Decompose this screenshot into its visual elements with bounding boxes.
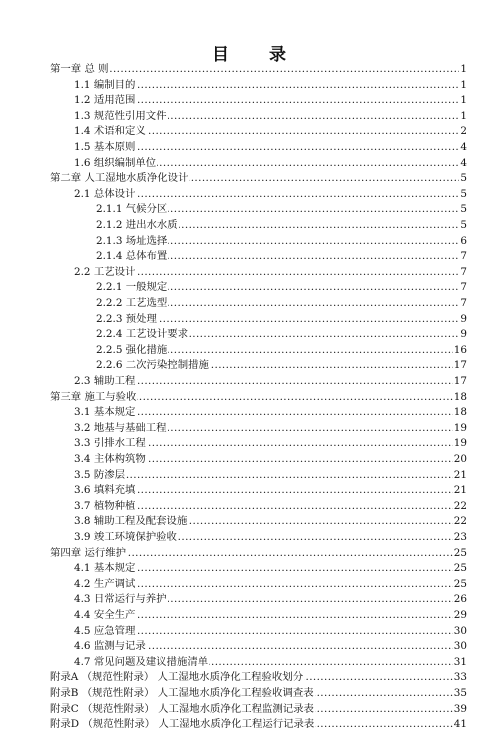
toc-entry[interactable] (0, 592, 500, 607)
toc-entry[interactable] (0, 468, 500, 483)
toc-entry-label: 1.1 编制目的 (74, 78, 136, 91)
toc-entry[interactable] (0, 312, 500, 327)
toc-entry-label: 第二章 人工湿地水质净化设计 (50, 172, 189, 185)
toc-entry[interactable] (0, 171, 500, 186)
toc-entry[interactable] (0, 202, 500, 217)
toc-entry-page: 17 (453, 375, 467, 387)
toc-entry-label: 附录A （规范性附录） 人工湿地水质净化工程验收划分 (50, 671, 304, 684)
toc-entry-label: 2.1.3 场址选择 (96, 234, 168, 247)
toc-leader-dots (74, 468, 467, 483)
toc-entry-page: 25 (453, 562, 467, 575)
toc-entry-label: 4.7 常见问题及建议措施清单 (74, 655, 209, 668)
toc-entry[interactable] (0, 62, 500, 77)
toc-entry-label: 4.2 生产调试 (74, 577, 136, 590)
toc-entry-page: 9 (460, 328, 467, 341)
toc-entry-label: 第三章 施工与验收 (50, 390, 137, 403)
toc-entry-label: 2.1.1 气候分区 (96, 203, 168, 216)
toc-entry[interactable] (0, 265, 500, 280)
toc-entry-label: 3.3 引排水工程 (74, 437, 146, 450)
toc-entry-label: 附录B （规范性附录） 人工湿地水质净化工程验收调查表 (50, 687, 314, 699)
toc-entry[interactable] (0, 296, 500, 311)
toc-entry-page: 35 (453, 687, 467, 699)
toc-entry-label: 2.1.4 总体布置 (96, 250, 168, 263)
toc-entry-label: 附录C （规范性附录） 人工湿地水质净化工程监测记录表 (50, 702, 314, 715)
toc-entry[interactable] (0, 499, 500, 514)
toc-entry[interactable] (0, 546, 500, 561)
toc-entry-page: 7 (460, 281, 467, 294)
toc-entry[interactable] (0, 655, 500, 670)
toc-entry-page: 25 (453, 577, 467, 590)
toc-entry-label: 2.2.5 强化措施 (96, 343, 168, 356)
toc-entry-page: 4 (460, 141, 467, 153)
toc-entry[interactable] (0, 374, 500, 389)
toc-entry-page: 39 (453, 702, 467, 715)
toc-entry-label: 1.3 规范性引用文件 (74, 109, 167, 122)
toc-entry[interactable] (0, 218, 500, 233)
toc-entry-label: 2.2.6 二次污染控制措施 (96, 359, 209, 372)
toc-entry[interactable] (0, 249, 500, 264)
toc-entry[interactable] (0, 187, 500, 202)
toc-entry-label: 2.2.3 预处理 (96, 312, 157, 325)
toc-entry-page: 5 (460, 172, 467, 185)
toc-entry-page: 31 (453, 655, 467, 668)
toc-entry[interactable] (0, 717, 500, 732)
toc-entry-label: 2.2.4 工艺设计要求 (96, 328, 189, 341)
toc-entry-label: 4.5 应急管理 (74, 624, 136, 637)
toc-entry-page: 20 (453, 453, 467, 465)
toc-entry-page: 1 (460, 109, 467, 122)
toc-entry[interactable] (0, 436, 500, 451)
toc-entry-page: 21 (453, 468, 467, 481)
toc-entry[interactable] (0, 670, 500, 685)
toc-entry-label: 4.1 基本规定 (74, 562, 136, 575)
toc-entry-label: 1.6 组织编制单位 (74, 156, 157, 169)
toc-entry-label: 1.2 适用范围 (74, 94, 136, 107)
toc-entry[interactable] (0, 93, 500, 108)
toc-entry-page: 41 (453, 718, 467, 731)
toc-entry-label: 3.1 基本规定 (74, 406, 136, 419)
toc-entry-page: 33 (453, 671, 467, 684)
toc-entry-label: 3.7 植物种植 (74, 499, 136, 512)
toc-entry-label: 第一章 总 则 (50, 63, 109, 75)
toc-entry-label: 4.4 安全生产 (74, 609, 136, 621)
toc-entry-page: 2 (460, 125, 467, 138)
toc-entry[interactable] (0, 78, 500, 93)
toc-entry-label: 3.2 地基与基础工程 (74, 421, 167, 434)
toc-entry-page: 4 (460, 156, 467, 169)
toc-entry-label: 3.4 主体构筑物 (74, 453, 146, 465)
toc-entry[interactable] (0, 280, 500, 295)
toc-entry-page: 5 (460, 219, 467, 231)
toc-entry-label: 4.3 日常运行与养护 (74, 593, 167, 606)
toc-entry[interactable] (0, 156, 500, 171)
toc-entry-page: 18 (453, 390, 467, 403)
toc-entry[interactable] (0, 639, 500, 654)
toc-entry-page: 16 (453, 343, 467, 356)
toc-entry-page: 23 (453, 531, 467, 543)
toc-entry[interactable] (0, 452, 500, 467)
toc-entry[interactable] (0, 530, 500, 545)
toc-entry-page: 7 (460, 265, 467, 278)
toc-entry-page: 18 (453, 406, 467, 419)
toc-entry[interactable] (0, 686, 500, 701)
toc-entry-page: 1 (460, 94, 467, 107)
toc-entry-page: 25 (453, 546, 467, 559)
toc-entry-page: 5 (460, 187, 467, 200)
toc-entry-page: 7 (460, 297, 467, 309)
toc-entry[interactable] (0, 327, 500, 342)
toc-entry-page: 7 (460, 250, 467, 263)
toc-entry-page: 1 (460, 78, 467, 91)
toc-entry-page: 26 (453, 593, 467, 606)
toc-entry[interactable] (0, 140, 500, 155)
toc-entry-page: 19 (453, 437, 467, 450)
toc-entry-page: 9 (460, 312, 467, 325)
toc-entry[interactable] (0, 109, 500, 124)
toc-entry-label: 2.3 辅助工程 (74, 375, 136, 387)
toc-entry[interactable] (0, 234, 500, 249)
toc-entry-page: 1 (460, 63, 467, 75)
toc-entry-label: 2.1.2 进出水水质 (96, 219, 178, 231)
toc-entry[interactable] (0, 624, 500, 639)
toc-entry[interactable] (0, 421, 500, 436)
toc-entry[interactable] (0, 608, 500, 623)
toc-entry[interactable] (0, 561, 500, 576)
toc-entry-page: 17 (453, 359, 467, 372)
toc-entry-page: 30 (453, 640, 467, 653)
toc-entry[interactable] (0, 577, 500, 592)
toc-entry-label: 4.6 监测与记录 (74, 640, 146, 653)
toc-leader-dots (50, 62, 467, 77)
toc-entry-label: 3.6 填料充填 (74, 484, 136, 497)
toc-entry-page: 22 (453, 515, 467, 528)
toc-entry[interactable] (0, 390, 500, 405)
toc-entry-label: 1.4 术语和定义 (74, 125, 146, 138)
toc-entry-label: 第四章 运行维护 (50, 546, 127, 559)
toc-entry[interactable] (0, 343, 500, 358)
toc-entry-page: 5 (460, 203, 467, 216)
toc-entry-label: 1.5 基本原则 (74, 141, 136, 153)
page-title: 目 录 (212, 45, 288, 65)
toc-entry[interactable] (0, 405, 500, 420)
toc-entry-label: 2.1 总体设计 (74, 187, 136, 200)
toc-entry-label: 3.5 防渗层 (74, 468, 125, 481)
toc-entry-page: 29 (453, 609, 467, 621)
toc-entry-page: 30 (453, 624, 467, 637)
toc-entry-page: 22 (453, 499, 467, 512)
toc-entry[interactable] (0, 124, 500, 139)
toc-entry-page: 21 (453, 484, 467, 497)
toc-entry[interactable] (0, 514, 500, 529)
toc-entry[interactable] (0, 483, 500, 498)
toc-entry[interactable] (0, 358, 500, 373)
toc-entry-label: 附录D （规范性附录） 人工湿地水质净化工程运行记录表 (50, 718, 315, 731)
toc-entry-label: 2.2.1 一般规定 (96, 281, 168, 294)
toc-entry[interactable] (0, 702, 500, 717)
toc-entry-label: 3.8 辅助工程及配套设施 (74, 515, 188, 528)
toc-entry-page: 6 (460, 234, 467, 247)
toc-entry-page: 19 (453, 421, 467, 434)
toc-entry-label: 2.2 工艺设计 (74, 265, 136, 278)
toc-entry-label: 3.9 竣工环境保护验收 (74, 531, 177, 543)
toc-entry-label: 2.2.2 工艺选型 (96, 297, 168, 309)
